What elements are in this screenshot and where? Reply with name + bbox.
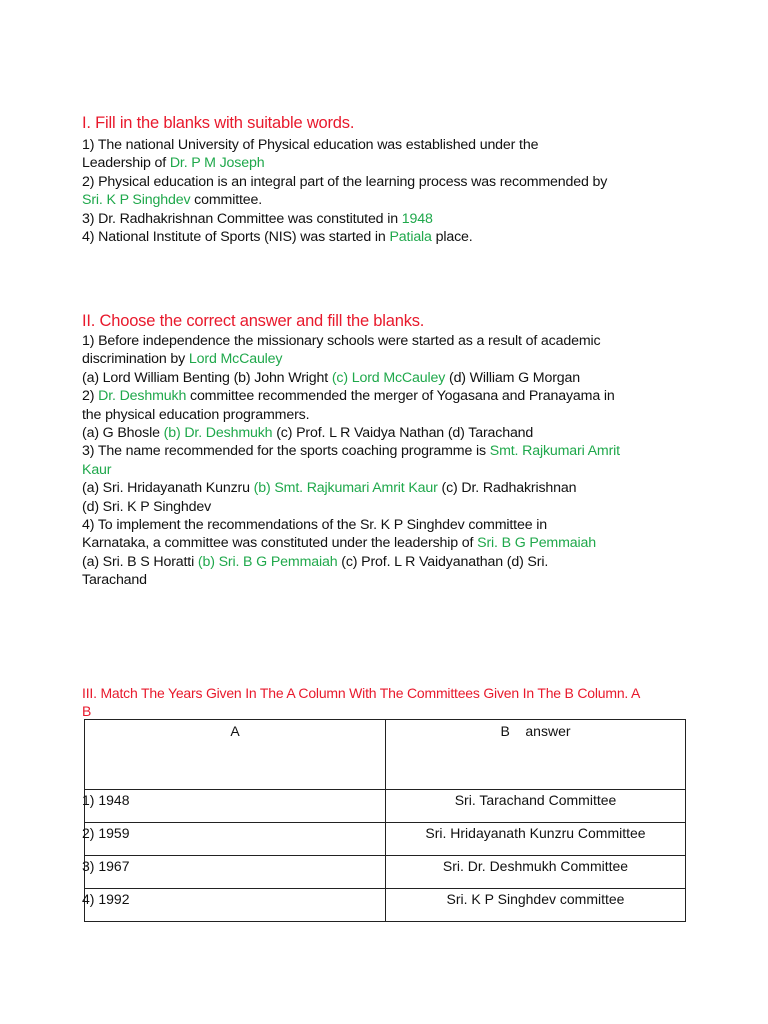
- s2-q2-line1: 2) Dr. Deshmukh committee recommended the merger of Yogasana and Pranayama in: [82, 388, 615, 405]
- table-row: [85, 790, 686, 823]
- row-2-committee: Sri. Hridayanath Kunzru Committee: [386, 823, 686, 856]
- s2-q4-options: (a) Sri. B S Horatti (b) Sri. B G Pemmaiah (c) Prof. L R Vaidyanathan (d) Sri.: [82, 553, 549, 570]
- s2-q1-answer: Lord McCauley: [188, 351, 283, 368]
- s2-q3-line1: 3) The name recommended for the sports coaching programme is Smt. Rajkumari Amrit: [82, 443, 620, 460]
- column-b-header: B answer: [386, 720, 686, 790]
- row-3-committee: Sri. Dr. Deshmukh Committee: [386, 856, 686, 889]
- s2-q3-answer: Smt. Rajkumari Amrit: [489, 443, 620, 460]
- s1-q1-answer: Dr. P M Joseph: [169, 155, 265, 172]
- section-1-body: [82, 136, 682, 246]
- s1-q2-line2: Sri. K P Singhdev committee.: [82, 192, 263, 209]
- s2-q2-line2: the physical education programmers.: [82, 406, 310, 423]
- table-row: [85, 889, 686, 922]
- s2-q3-options: (a) Sri. Hridayanath Kunzru (b) Smt. Rajkumari Amrit Kaur (c) Dr. Radhakrishnan: [82, 480, 577, 497]
- row-4-year: 4) 1992: [82, 891, 130, 907]
- section-3-heading: III. Match The Years Given In The A Column With The Committees Given In The B Column. A B: [82, 685, 640, 719]
- s1-q3: 3) Dr. Radhakrishnan Committee was constituted in 1948: [82, 210, 433, 227]
- s2-q1-line2: discrimination by Lord McCauley: [82, 351, 283, 368]
- row-1-committee: Sri. Tarachand Committee: [386, 790, 686, 823]
- match-table: [84, 719, 686, 922]
- row-1-year: 1) 1948: [82, 792, 130, 808]
- s2-q4-options-2: Tarachand: [82, 572, 147, 589]
- s2-q2-options: (a) G Bhosle (b) Dr. Deshmukh (c) Prof. L R Vaidya Nathan (d) Tarachand: [82, 425, 534, 442]
- s2-q2-answer: Dr. Deshmukh: [98, 388, 187, 405]
- s1-q4-answer: Patiala: [389, 229, 432, 246]
- section-2-body: [82, 332, 682, 590]
- s2-q1-options: (a) Lord William Benting (b) John Wright (c) Lord McCauley (d) William G Morgan: [82, 369, 581, 386]
- row-3-year: 3) 1967: [82, 858, 130, 874]
- s1-q2-line1: 2) Physical education is an integral part of the learning process was recommended by: [82, 173, 608, 190]
- s2-q1-line1: 1) Before independence the missionary schools were started as a result of academic: [82, 333, 601, 349]
- s1-q1-line2: Leadership of Dr. P M Joseph: [82, 155, 265, 172]
- table-header-row: [85, 720, 686, 790]
- column-a-header: A: [85, 720, 386, 790]
- row-4-committee: Sri. K P Singhdev committee: [386, 889, 686, 922]
- s2-q4-line1: 4) To implement the recommendations of the Sr. K P Singhdev committee in: [82, 517, 547, 534]
- s1-q3-answer: 1948: [401, 210, 433, 227]
- s2-q3-options-2: (d) Sri. K P Singhdev: [82, 498, 212, 515]
- section-1-heading: I. Fill in the blanks with suitable words.: [82, 114, 355, 132]
- s2-q4-line2: Karnataka, a committee was constituted under the leadership of Sri. B G Pemmaiah: [82, 535, 596, 552]
- s1-q2-answer: Sri. K P Singhdev: [82, 192, 191, 209]
- s1-q4: 4) National Institute of Sports (NIS) was started in Patiala place.: [82, 229, 473, 246]
- table-row: [85, 856, 686, 889]
- s2-q3-line2: Kaur: [82, 461, 112, 478]
- s2-q4-answer: Sri. B G Pemmaiah: [477, 535, 596, 552]
- section-2-heading: II. Choose the correct answer and fill the blanks.: [82, 312, 425, 330]
- s1-q1-line1: 1) The national University of Physical education was established under the: [82, 137, 539, 153]
- row-2-year: 2) 1959: [82, 825, 130, 841]
- table-row: [85, 823, 686, 856]
